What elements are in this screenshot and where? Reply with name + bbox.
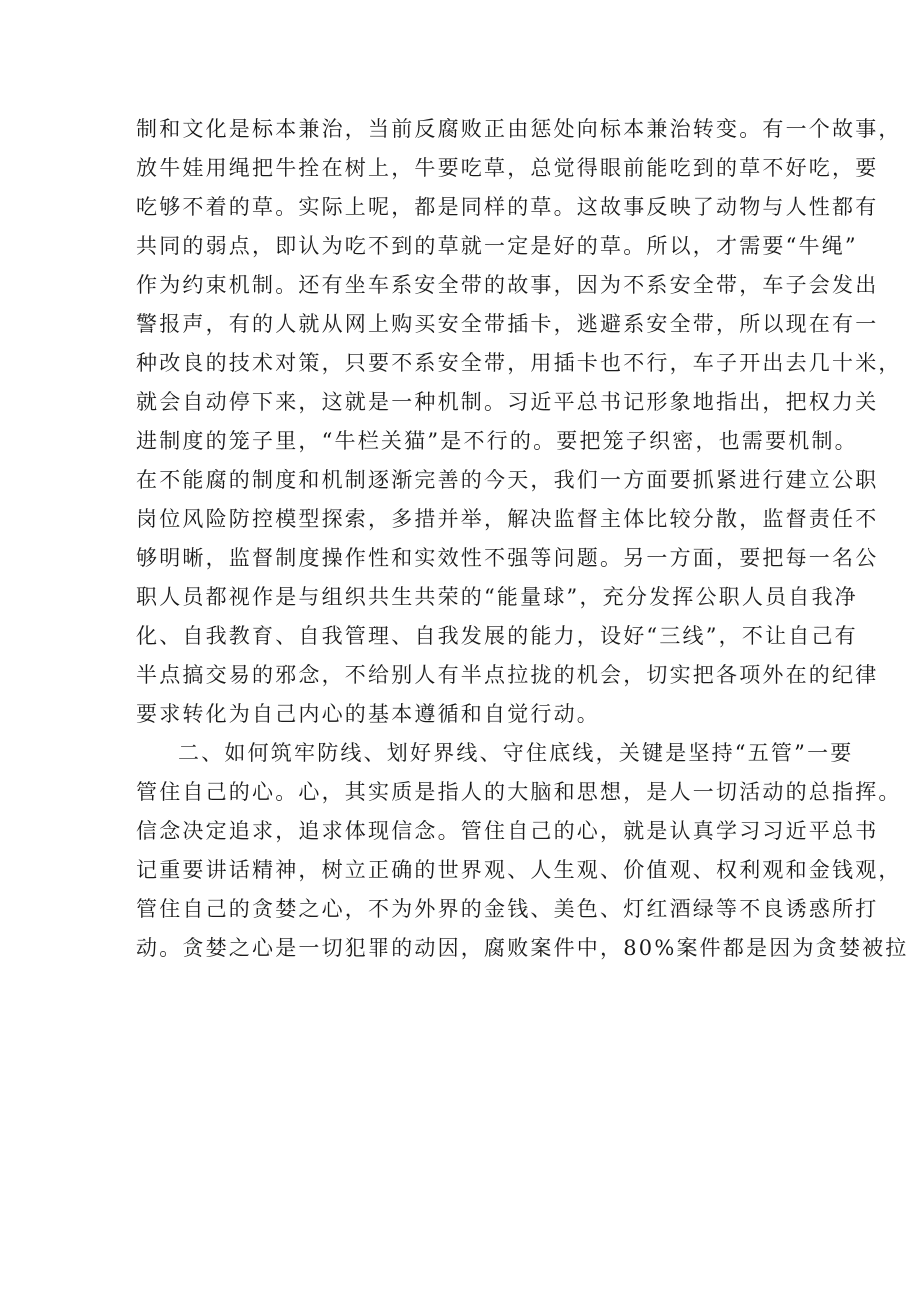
text-line: 就会自动停下来，这就是一种机制。习近平总书记形象地指出，把权力关 — [136, 390, 879, 414]
text-line: 种改良的技术对策，只要不系安全带，用插卡也不行，车子开出去几十米， — [136, 351, 902, 375]
text-line: 警报声，有的人就从网上购买安全带插卡，逃避系安全带，所以现在有一 — [136, 312, 879, 336]
text-line: 作为约束机制。还有坐车系安全带的故事，因为不系安全带，车子会发出 — [136, 273, 879, 297]
text-line: 动。贪婪之心是一切犯罪的动因，腐败案件中，80%案件都是因为贪婪被拉 — [136, 936, 909, 960]
text-line: 管住自己的心。心，其实质是指人的大脑和思想，是人一切活动的总指挥。 — [136, 780, 902, 804]
paragraph-start-line: 二、如何筑牢防线、划好界线、守住底线，关键是坚持“五管”一要 — [178, 741, 854, 765]
text-line: 够明晰，监督制度操作性和实效性不强等问题。另一方面，要把每一名公 — [136, 546, 879, 570]
text-line: 在不能腐的制度和机制逐渐完善的今天，我们一方面要抓紧进行建立公职 — [136, 468, 879, 492]
text-line: 半点搞交易的邪念，不给别人有半点拉拢的机会，切实把各项外在的纪律 — [136, 663, 879, 687]
text-line: 放牛娃用绳把牛拴在树上，牛要吃草，总觉得眼前能吃到的草不好吃，要 — [136, 156, 879, 180]
text-line: 化、自我教育、自我管理、自我发展的能力，设好“三线”，不让自己有 — [136, 624, 858, 648]
text-line: 岗位风险防控模型探索，多措并举，解决监督主体比较分散，监督责任不 — [136, 507, 879, 531]
text-line: 职人员都视作是与组织共生共荣的“能量球”，充分发挥公职人员自我净 — [136, 585, 858, 609]
text-line: 记重要讲话精神，树立正确的世界观、人生观、价值观、权利观和金钱观， — [136, 858, 902, 882]
body-text — [136, 110, 909, 968]
text-line: 制和文化是标本兼治，当前反腐败正由惩处向标本兼治转变。有一个故事， — [136, 117, 902, 141]
text-line: 吃够不着的草。实际上呢，都是同样的草。这故事反映了动物与人性都有 — [136, 195, 879, 219]
text-line: 共同的弱点，即认为吃不到的草就一定是好的草。所以，才需要“牛绳” — [136, 234, 858, 258]
text-line: 进制度的笼子里，“牛栏关猫”是不行的。要把笼子织密，也需要机制。 — [136, 429, 858, 453]
text-line: 管住自己的贪婪之心，不为外界的金钱、美色、灯红酒绿等不良诱惑所打 — [136, 897, 879, 921]
text-line: 信念决定追求，追求体现信念。管住自己的心，就是认真学习习近平总书 — [136, 819, 879, 843]
text-line: 要求转化为自己内心的基本遵循和自觉行动。 — [136, 702, 600, 726]
